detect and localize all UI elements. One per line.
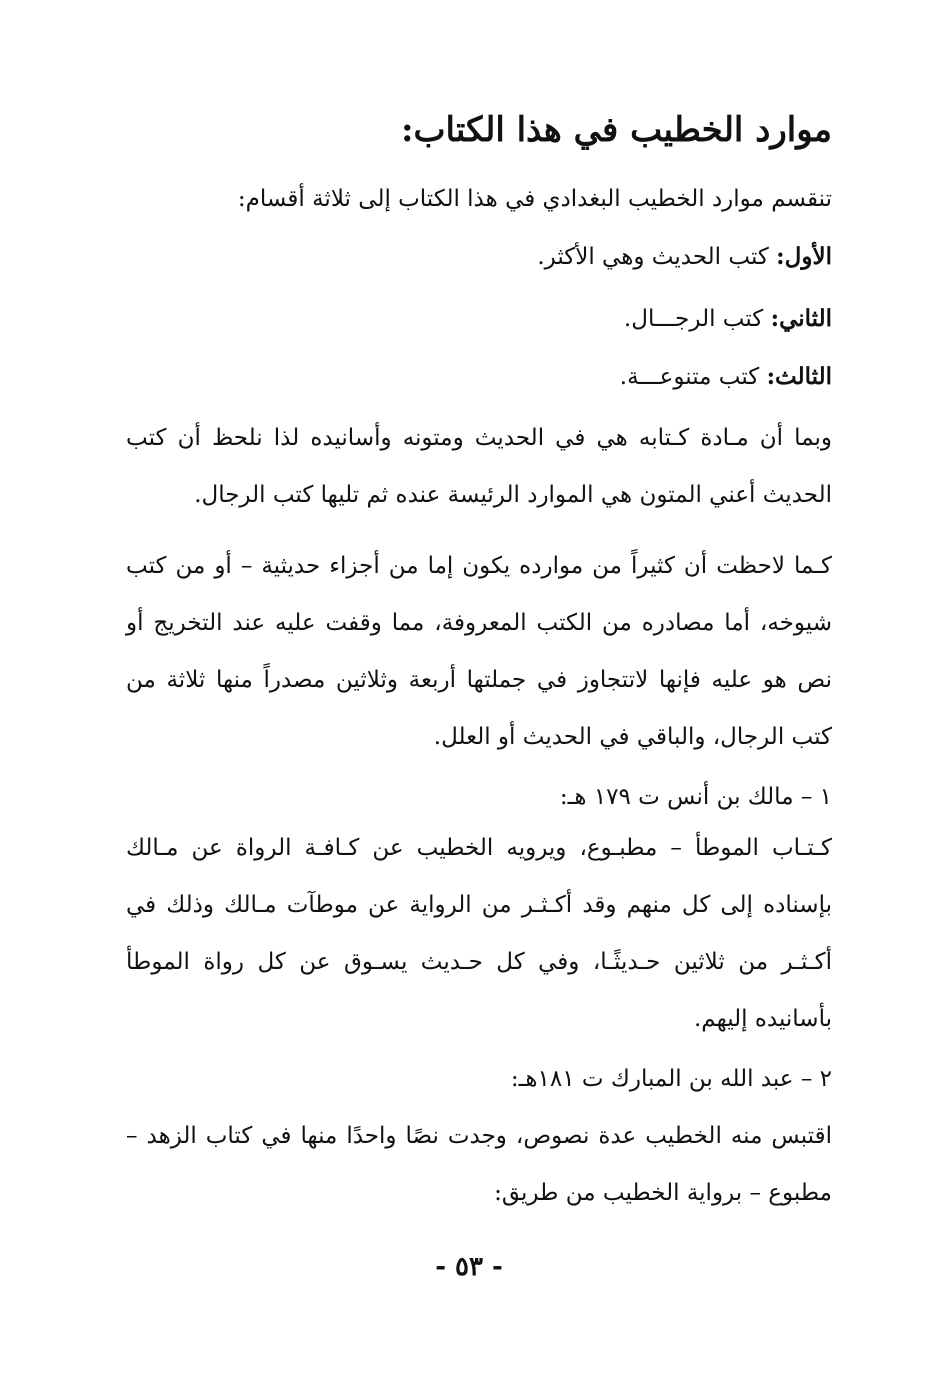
category-label: الثاني: bbox=[770, 305, 832, 332]
intro-line: تنقسم موارد الخطيب البغدادي في هذا الكتاب إلى ثلاثة أقسام: bbox=[237, 186, 832, 212]
category-item-second bbox=[126, 290, 832, 348]
category-item-third bbox=[126, 348, 832, 406]
section-title: موارد الخطيب في هذا الكتاب: bbox=[401, 110, 832, 150]
page-number: - ٥٣ - bbox=[435, 1252, 503, 1282]
paragraph-source-count: كـما لاحظت أن كثيراً من موارده يكون إما من أجزاء حديثية – أو من كتب شيوخه، أما مصادره من الكتب المعروفة، مما وقفت عليه عند التخريج أو نص هو عليه فإنها لاتتجاوز في جملتها أربعة وثلاثين مصدراً منها ثلاثة من كتب الرجال، والباقي في الحديث أو العلل. bbox=[126, 553, 832, 750]
paragraph-zuhd: اقتبس منه الخطيب عدة نصوص، وجدت نصًا واحدًا منها في كتاب الزهد – مطبوع – برواية الخطيب من طريق: bbox=[126, 1123, 832, 1206]
category-text: كتب متنوعـــة. bbox=[619, 364, 760, 390]
category-text: كتب الرجـــال. bbox=[623, 306, 764, 332]
category-text: كتب الحديث وهي الأكثر. bbox=[537, 244, 769, 270]
category-item-first bbox=[126, 228, 832, 286]
paragraph-main-sources: وبما أن مـادة كـتابه هي في الحديث ومتونه وأسانيده لذا نلحظ أن كتب الحديث أعني المتون هي الموارد الرئيسة عنده ثم تليها كتب الرجال. bbox=[126, 425, 832, 508]
paragraph-muwatta: كـتـاب الموطأ – مطبـوع، ويرويه الخطيب عن كـافـة الرواة عن مـالك بإسناده إلى كل منهم وقد أكـثـر من الرواية عن موطآت مـالك وذلك في أكـثـر من ثلاثين حـديثًـا، وفي كل حـديث يسـوق عن كل رواة الموطأ بأسانيده إليهم. bbox=[126, 835, 832, 1032]
source-heading-ibn-mubarak: ٢ – عبد الله بن المبارك ت ١٨١هـ: bbox=[510, 1066, 832, 1092]
category-label: الأول: bbox=[776, 243, 832, 270]
category-label: الثالث: bbox=[766, 363, 832, 390]
source-heading-malik: ١ – مالك بن أنس ت ١٧٩ هـ: bbox=[559, 784, 832, 810]
